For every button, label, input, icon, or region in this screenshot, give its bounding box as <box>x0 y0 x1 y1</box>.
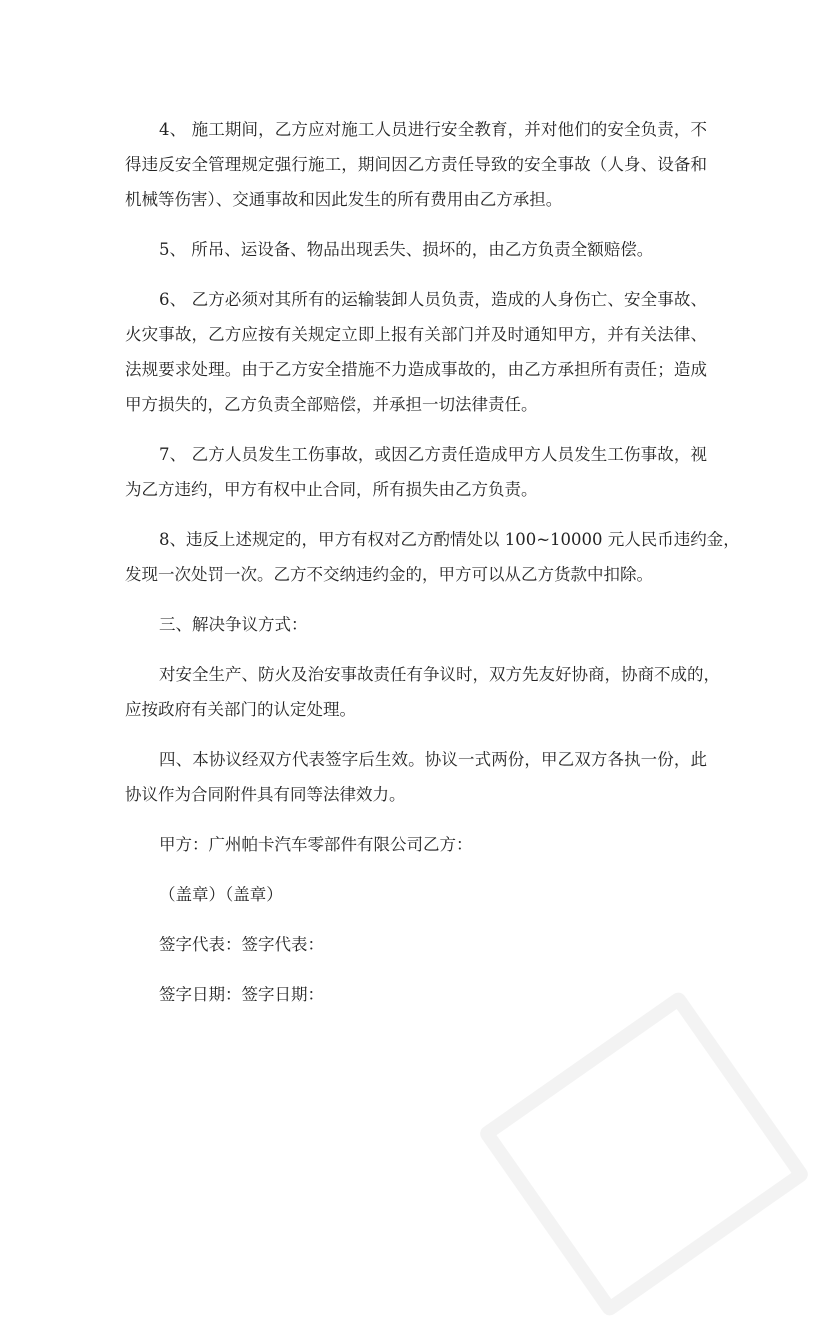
paragraph-line: 8、违反上述规定的，甲方有权对乙方酌情处以 100~10000 元人民币违约金， <box>159 530 740 549</box>
paragraph <box>125 112 707 217</box>
watermark-logo <box>477 989 811 1318</box>
paragraph-line: 三、解决争议方式： <box>159 615 308 634</box>
paragraph-line: 四、本协议经双方代表签字后生效。协议一式两份，甲乙双方各执一份，此 <box>159 750 707 769</box>
paragraph-line: 4、 施工期间，乙方应对施工人员进行安全教育，并对他们的安全负责，不 <box>159 120 707 139</box>
paragraph <box>125 607 707 642</box>
paragraph-line: 甲方损失的，乙方负责全部赔偿，并承担一切法律责任。 <box>125 395 538 414</box>
paragraph-line: 应按政府有关部门的认定处理。 <box>125 700 356 719</box>
paragraph-line: 对安全生产、防火及治安事故责任有争议时，双方先友好协商，协商不成的， <box>159 665 720 684</box>
signature-line: 甲方：广州帕卡汽车零部件有限公司乙方： <box>159 835 473 854</box>
paragraph-line: 火灾事故，乙方应按有关规定立即上报有关部门并及时通知甲方，并有关法律、 <box>125 325 707 344</box>
paragraph-line: 发现一次处罚一次。乙方不交纳违约金的，甲方可以从乙方货款中扣除。 <box>125 565 653 584</box>
paragraph-line: 得违反安全管理规定强行施工，期间因乙方责任导致的安全事故（人身、设备和 <box>125 155 707 174</box>
paragraph-line: 机械等伤害）、交通事故和因此发生的所有费用由乙方承担。 <box>125 190 563 209</box>
paragraph <box>125 742 707 812</box>
paragraph <box>125 657 720 727</box>
paragraph-line: 6、 乙方必须对其所有的运输装卸人员负责，造成的人身伤亡、安全事故、 <box>159 290 707 309</box>
paragraph-line: 协议作为合同附件具有同等法律效力。 <box>125 785 406 804</box>
paragraph <box>125 232 707 267</box>
paragraph <box>125 437 707 507</box>
paragraph-line: 5、 所吊、运设备、物品出现丢失、损坏的，由乙方负责全额赔偿。 <box>159 240 654 259</box>
signature-line: （盖章）（盖章） <box>159 885 283 904</box>
paragraph-line: 法规要求处理。由于乙方安全措施不力造成事故的，由乙方承担所有责任；造成 <box>125 360 707 379</box>
paragraph-line: 7、 乙方人员发生工伤事故，或因乙方责任造成甲方人员发生工伤事故，视 <box>159 445 707 464</box>
signature-line: 签字日期：签字日期： <box>159 985 324 1004</box>
paragraph <box>125 522 740 592</box>
signature-line: 签字代表：签字代表： <box>159 935 324 954</box>
document-page <box>125 112 740 1027</box>
paragraph-line: 为乙方违约，甲方有权中止合同，所有损失由乙方负责。 <box>125 480 538 499</box>
paragraph <box>125 282 707 422</box>
